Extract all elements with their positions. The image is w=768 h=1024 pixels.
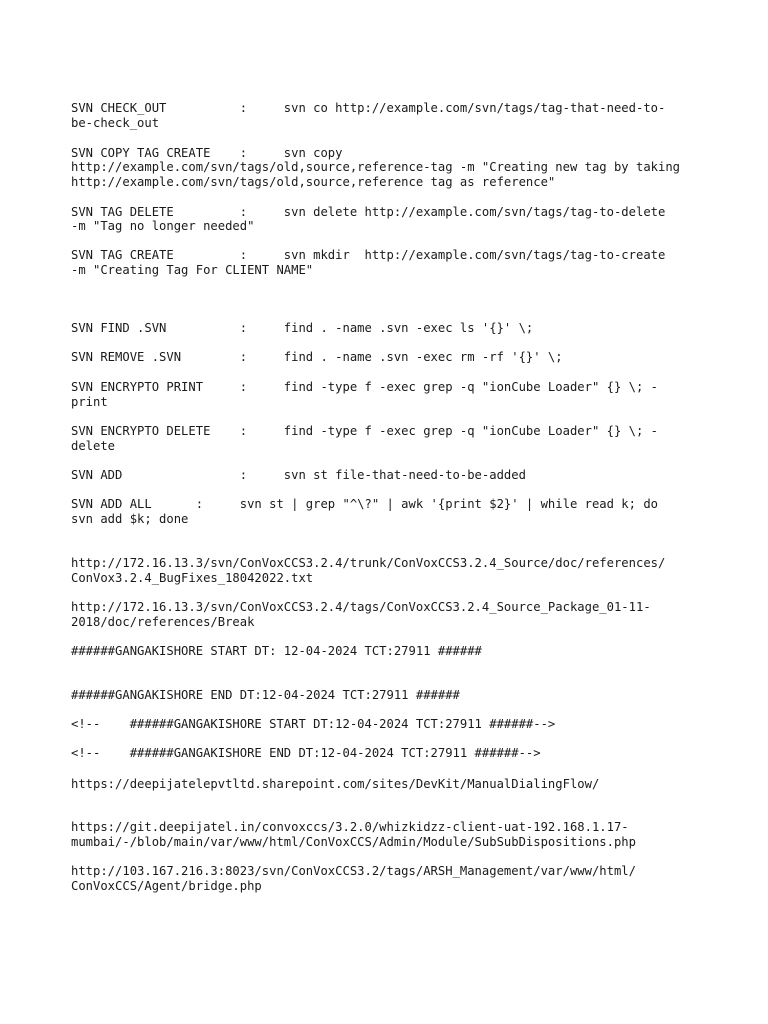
svn-copy-tag-line-3: http://example.com/svn/tags/old,source,reference tag as reference" bbox=[71, 175, 556, 189]
svn-encrypto-delete-line-2: delete bbox=[71, 439, 116, 453]
svn-tag-delete-line-1: SVN TAG DELETE : svn delete http://example.com/svn/tags/tag-to-delete bbox=[71, 205, 666, 219]
git-url-line-1: https://git.deepijatel.in/convoxccs/3.2.0/whizkidzz-client-uat-192.168.1.17- bbox=[71, 820, 629, 834]
svn-remove-line: SVN REMOVE .SVN : find . -name .svn -exec rm -rf '{}' \; bbox=[71, 350, 563, 364]
sharepoint-url-line: https://deepijatelepvtltd.sharepoint.com/sites/DevKit/ManualDialingFlow/ bbox=[71, 777, 600, 791]
svn-checkout-line-2: be-check_out bbox=[71, 116, 160, 130]
bridge-url-line-2: ConVoxCCS/Agent/bridge.php bbox=[71, 879, 262, 893]
html-comment-end-line: <!-- ######GANGAKISHORE END DT:12-04-2024 TCT:27911 ######--> bbox=[71, 746, 541, 760]
gangakishore-start-line: ######GANGAKISHORE START DT: 12-04-2024 TCT:27911 ###### bbox=[71, 644, 482, 658]
svn-add-all-line-1: SVN ADD ALL : svn st | grep "^\?" | awk '{print $2}' | while read k; do bbox=[71, 497, 658, 511]
svn-copy-tag-line-1: SVN COPY TAG CREATE : svn copy bbox=[71, 146, 343, 160]
svn-add-line: SVN ADD : svn st file-that-need-to-be-added bbox=[71, 468, 526, 482]
gangakishore-end-line: ######GANGAKISHORE END DT:12-04-2024 TCT:27911 ###### bbox=[71, 688, 460, 702]
svn-tag-delete-line-2: -m "Tag no longer needed" bbox=[71, 219, 255, 233]
break-url-line-2: 2018/doc/references/Break bbox=[71, 615, 255, 629]
svn-add-all-line-2: svn add $k; done bbox=[71, 512, 189, 526]
svn-copy-tag-line-2: http://example.com/svn/tags/old,source,reference-tag -m "Creating new tag by taking bbox=[71, 160, 681, 174]
git-url-line-2: mumbai/-/blob/main/var/www/html/ConVoxCCS/Admin/Module/SubSubDispositions.php bbox=[71, 835, 636, 849]
break-url-line-1: http://172.16.13.3/svn/ConVoxCCS3.2.4/tags/ConVoxCCS3.2.4_Source_Package_01-11- bbox=[71, 600, 651, 614]
svn-tag-create-line-2: -m "Creating Tag For CLIENT NAME" bbox=[71, 263, 314, 277]
svn-tag-create-line-1: SVN TAG CREATE : svn mkdir http://example.com/svn/tags/tag-to-create bbox=[71, 248, 666, 262]
svn-encrypto-print-line-2: print bbox=[71, 395, 108, 409]
svn-encrypto-print-line-1: SVN ENCRYPTO PRINT : find -type f -exec grep -q "ionCube Loader" {} \; - bbox=[71, 380, 658, 394]
bugfixes-url-line-2: ConVox3.2.4_BugFixes_18042022.txt bbox=[71, 571, 314, 585]
svn-checkout-line-1: SVN CHECK_OUT : svn co http://example.com/svn/tags/tag-that-need-to- bbox=[71, 101, 666, 115]
bugfixes-url-line-1: http://172.16.13.3/svn/ConVoxCCS3.2.4/trunk/ConVoxCCS3.2.4_Source/doc/references/ bbox=[71, 556, 666, 570]
svn-encrypto-delete-line-1: SVN ENCRYPTO DELETE : find -type f -exec grep -q "ionCube Loader" {} \; - bbox=[71, 424, 658, 438]
html-comment-start-line: <!-- ######GANGAKISHORE START DT:12-04-2024 TCT:27911 ######--> bbox=[71, 717, 556, 731]
svn-find-line: SVN FIND .SVN : find . -name .svn -exec ls '{}' \; bbox=[71, 321, 534, 335]
bridge-url-line-1: http://103.167.216.3:8023/svn/ConVoxCCS3.2/tags/ARSH_Management/var/www/html/ bbox=[71, 864, 636, 878]
